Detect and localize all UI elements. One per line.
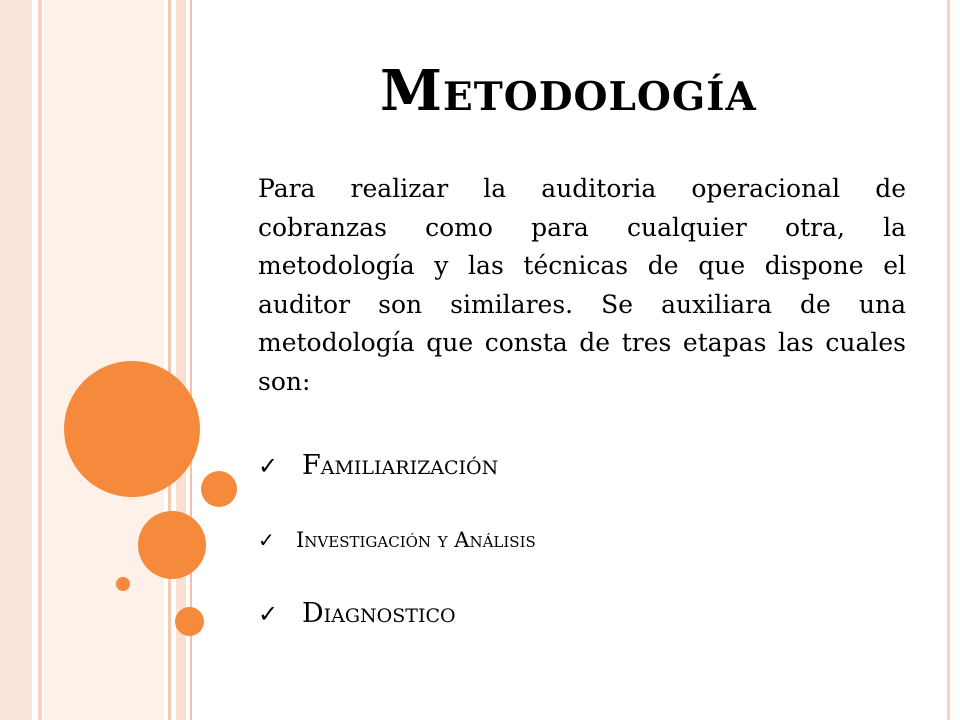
check-mark-icon: ✓ — [258, 600, 279, 628]
bullet-label: Familiarización — [302, 450, 499, 481]
bullet-item-familiarizacion — [258, 450, 498, 481]
decorative-stripe — [44, 0, 164, 720]
check-mark-icon: ✓ — [258, 528, 275, 552]
bullet-label: Investigación y Análisis — [296, 528, 536, 552]
slide-title: Metodología — [380, 58, 757, 124]
right-border-line — [947, 0, 950, 720]
decorative-stripe — [168, 0, 171, 720]
decorative-stripe — [38, 0, 42, 720]
check-mark-icon: ✓ — [258, 452, 279, 480]
decorative-circle-large — [64, 361, 200, 497]
decorative-circle-tiny — [116, 577, 130, 591]
body-paragraph: Para realizar la auditoria operacional de cobranzas como para cualquier otra, la metodología y las técnicas de que dispone el auditor son similares. Se auxiliara de una metodología que consta de tres etapas las cuales son: — [258, 174, 906, 396]
bullet-label: Diagnostico — [302, 598, 456, 629]
decorative-circle-small — [175, 607, 204, 636]
decorative-circle-medium — [138, 511, 206, 579]
decorative-circle-small — [201, 471, 237, 507]
bullet-item-diagnostico — [258, 598, 456, 629]
bullet-item-investigacion — [258, 528, 536, 552]
decorative-stripe — [0, 0, 32, 720]
